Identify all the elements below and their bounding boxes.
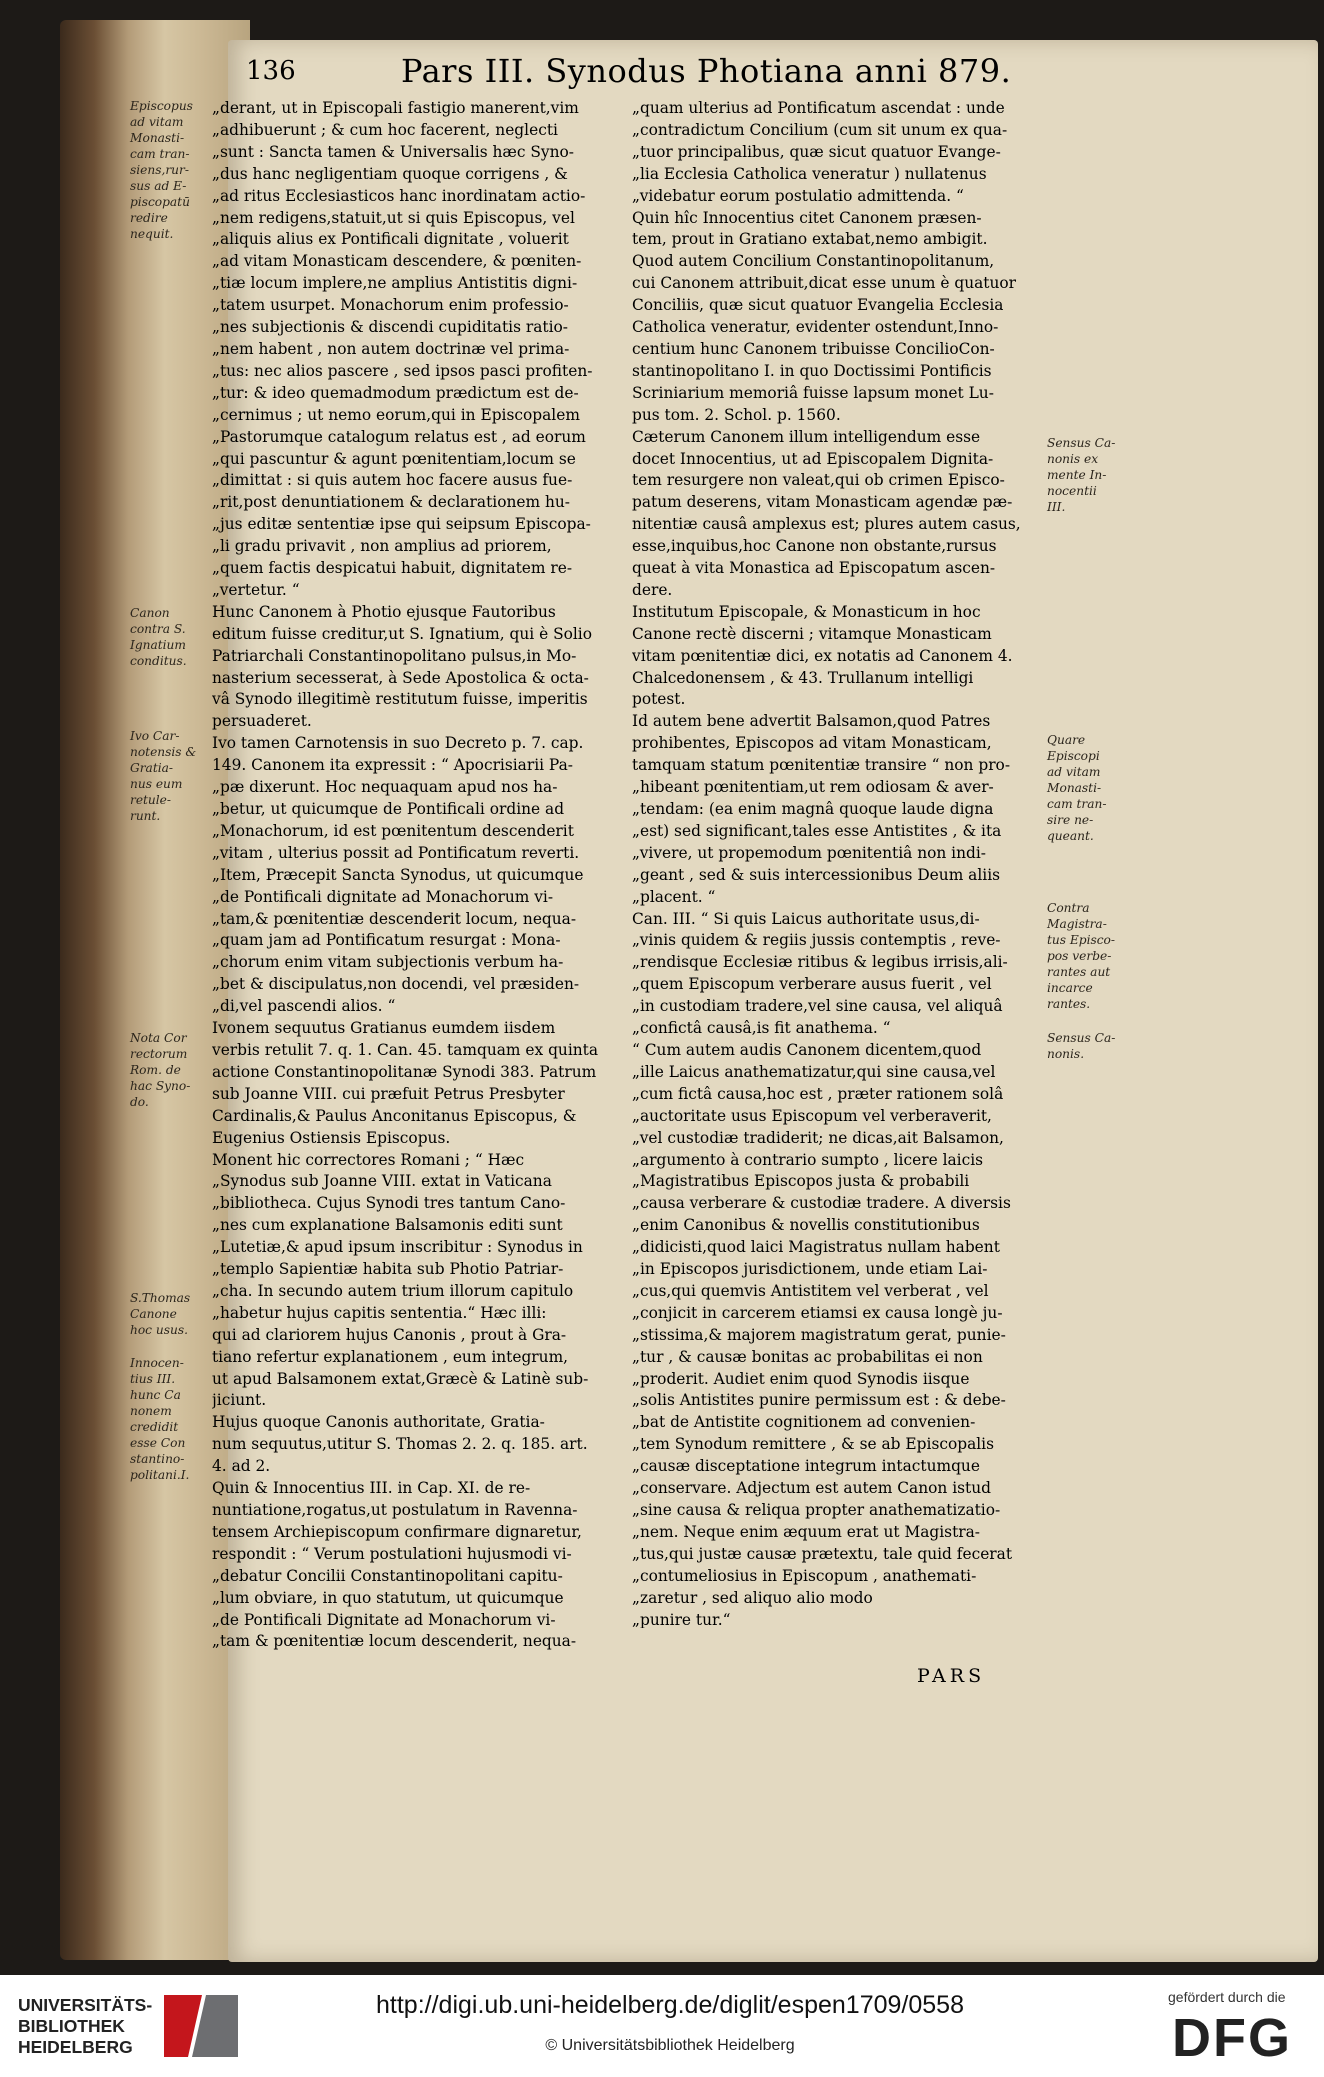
running-title: Pars III. Synodus Photiana anni 879. [401, 52, 1012, 90]
running-head [246, 52, 1036, 92]
copyright-notice: © Universitätsbibliothek Heidelberg [545, 2037, 795, 2054]
dfg-logo: DFG [1172, 2008, 1292, 2068]
library-name-line: UNIVERSITÄTS- [18, 1995, 153, 2015]
permalink-url[interactable]: http://digi.ub.uni-heidelberg.de/diglit/espen1709/0558 [376, 1991, 964, 2019]
margin-note-left: Innocen- tius III. hunc Ca nonem credidit esse Con stantino- politani.I. [130, 1356, 190, 1482]
margin-note-left: Ivo Car- notensis & Gratia- nus eum retule- runt. [130, 729, 197, 823]
margin-note-left: Nota Cor rectorum Rom. de hac Syno- do. [130, 1031, 191, 1109]
viewer-footer [0, 1975, 1324, 2077]
library-name-line: BIBLIOTHEK [18, 2016, 125, 2036]
library-name-line: HEIDELBERG [18, 2037, 133, 2057]
margin-note-right: Quare Episcopi ad vitam Monasti- cam tran- sire ne- queant. [1047, 733, 1107, 843]
left-text-column: „derant, ut in Episcopali fastigio manerent,vim „adhibuerunt ; & cum hoc facerent, neglecti „sunt : Sancta tamen & Universalis hæc Syno- „dus hanc negligentiam quoque corrigens , & „ad ritus Ecclesiasticos hanc inordinatam actio- „nem redigens,statuit,ut si quis Episcopus, vel „aliquis alius ex Pontificali dignitate , voluerit „ad vitam Monasticam descendere, & pœniten- „tiæ locum implere,ne amplius Antistitis digni- „tatem usurpet. Monachorum enim professio- „nes subjectionis & discendi cupiditatis ratio- „nem habent , non autem doctrinæ vel prima- „tus: nec alios pascere , sed ipsos pasci profiten- „tur: & ideo quemadmodum prædictum est de- „cernimus ; ut nemo eorum,qui in Episcopalem „Pastorumque catalogum relatus est , ad eorum „qui pascuntur & agunt pœnitentiam,locum se „dimittat : si quis autem hoc facere ausus fue- „rit,post denuntiationem & declarationem hu- „jus editæ sententiæ ipse qui seipsum Episcopa- „li gradu privavit , non amplius ad priorem, „quem factis despicatui habuit, dignitatem re- „vertetur. “ Hunc Canonem à Photio ejusque Fautoribus editum fuisse creditur,ut S. Ignatium, qui è Solio Patriarchali Constantinopolitano pulsus,in Mo- nasterium secesserat, à Sede Apostolica & octa- vâ Synodo illegitimè restitutum fuisse, imperitis persuaderet. Ivo tamen Carnotensis in suo Decreto p. 7. cap. 149. Canonem ita expressit : “ Apocrisiarii Pa- „pæ dixerunt. Hoc nequaquam apud nos ha- „betur, ut quicumque de Pontificali ordine ad „Monachorum, id est pœnitentum descenderit „vitam , ulterius possit ad Pontificatum reverti. „Item, Præcepit Sancta Synodus, ut quicumque „de Pontificali dignitate ad Monachorum vi- „tam,& pœnitentiæ descenderit locum, nequa- „quam jam ad Pontificatum resurgat : Mona- „chorum enim vitam subjectionis verbum ha- „bet & discipulatus,non docendi, vel præsiden- „di,vel pascendi alios. “ Ivonem sequutus Gratianus eumdem iisdem verbis retulit 7. q. 1. Can. 45. tamquam ex quinta actione Constantinopolitanæ Synodi 383. Patrum sub Joanne VIII. cui præfuit Petrus Presbyter Cardinalis,& Paulus Anconitanus Episcopus, & Eugenius Ostiensis Episcopus. Monent hic correctores Romani ; “ Hæc „Synodus sub Joanne VIII. extat in Vaticana „bibliotheca. Cujus Synodi tres tantum Cano- „nes cum explanatione Balsamonis editi sunt „Lutetiæ,& apud ipsum inscribitur : Synodus in „templo Sapientiæ habita sub Photio Patriar- „cha. In secundo autem trium illorum capitulo „habetur hujus capitis sententia.“ Hæc illi: qui ad clariorem hujus Canonis , prout à Gra- tiano refertur explanationem , eum integrum, ut apud Balsamonem extat,Græcè & Latinè sub- jiciunt. Hujus quoque Canonis authoritate, Gratia- num sequutus,utitur S. Thomas 2. 2. q. 185. art. 4. ad 2. Quin & Innocentius III. in Cap. XI. de re- nuntiatione,rogatus,ut postulatum in Ravenna- tensem Archiepiscopum confirmare dignaretur, respondit : “ Verum postulationi hujusmodi vi- „debatur Concilii Constantinopolitani capitu- „lum obviare, in quo statutum, ut quicumque „de Pontificali Dignitate ad Monachorum vi- „tam & pœnitentiæ locum descenderit, nequa- [212, 99, 599, 1651]
margin-note-right: Sensus Ca- nonis ex mente In- nocentii III. [1047, 436, 1116, 514]
catchword: PARS [917, 1665, 986, 1687]
page-number: 136 [246, 56, 296, 86]
margin-note-left: Canon contra S. Ignatium conditus. [130, 606, 187, 668]
margin-note-left: S.Thomas Canone hoc usus. [130, 1291, 191, 1337]
margin-note-right: Sensus Ca- nonis. [1047, 1031, 1116, 1061]
library-logo-icon [158, 1993, 244, 2059]
right-text-column: „quam ulterius ad Pontificatum ascendat : unde „contradictum Concilium (cum sit unum ex qua- „tuor principalibus, quæ sicut quatuor Evange- „lia Ecclesia Catholica veneratur ) nullatenus „videbatur eorum postulatio admittenda. “ Quin hîc Innocentius citet Canonem præsen- tem, prout in Gratiano extabat,nemo ambigit. Quod autem Concilium Constantinopolitanum, cui Canonem attribuit,dicat esse unum è quatuor Conciliis, quæ sicut quatuor Evangelia Ecclesia Catholica veneratur, evidenter ostendunt,Inno- centium hunc Canonem tribuisse ConcilioCon- stantinopolitano I. in quo Doctissimi Pontificis Scriniarium memoriâ fuisse lapsum monet Lu- pus tom. 2. Schol. p. 1560. Cæterum Canonem illum intelligendum esse docet Innocentius, ut ad Episcopalem Dignita- tem resurgere non valeat,qui ob crimen Episco- patum deserens, vitam Monasticam agendæ pæ- nitentiæ causâ amplexus est; plures autem casus, esse,inquibus,hoc Canone non obstante,rursus queat à vita Monastica ad Episcopatum ascen- dere. Institutum Episcopale, & Monasticum in hoc Canone rectè discerni ; vitamque Monasticam vitam pœnitentiæ dici, ex notatis ad Canonem 4. Chalcedonensem , & 43. Trullanum intelligi potest. Id autem bene advertit Balsamon,quod Patres prohibentes, Episcopos ad vitam Monasticam, tamquam statum pœnitentiæ transire “ non pro- „hibeant pœnitentiam,ut rem odiosam & aver- „tendam: (ea enim magnâ quoque laude digna „est) sed significant,tales esse Antistites , & ita „vivere, ut propemodum pœnitentiâ non indi- „geant , sed & suis intercessionibus Deum aliis „placent. “ Can. III. “ Si quis Laicus authoritate usus,di- „vinis quidem & regiis jussis contemptis , reve- „rendisque Ecclesiæ ritibus & legibus irrisis,ali- „quem Episcopum verberare ausus fuerit , vel „in custodiam tradere,vel sine causa, vel aliquâ „confictâ causâ,is fit anathema. “ “ Cum autem audis Canonem dicentem,quod „ille Laicus anathematizatur,qui sine causa,vel „cum fictâ causa,hoc est , præter rationem solâ „auctoritate usus Episcopum vel verberaverit, „vel custodiæ tradiderit; ne dicas,ait Balsamon, „argumento à contrario sumpto , licere laicis „Magistratibus Episcopos justa & probabili „causa verberare & custodiæ tradere. A diversis „enim Canonibus & novellis constitutionibus „didicisti,quod laici Magistratus nullam habent „in Episcopos jurisdictionem, unde etiam Lai- „cus,qui quemvis Antistitem vel verberat , vel „conjicit in carcerem etiamsi ex causa longè ju- „stissima,& majorem magistratum gerat, punie- „tur , & causæ bonitas ac probabilitas ei non „proderit. Audiet enim quod Synodis iisque „solis Antistites punire permissum est : & debe- „bat de Antistite cognitionem ad convenien- „tem Synodum remittere , & se ab Episcopalis „causæ disceptatione integrum intactumque „conservare. Adjectum est autem Canon istud „sine causa & reliqua propter anathematizatio- „nem. Neque enim æquum erat ut Magistra- „tus,qui justæ causæ prætextu, tale quid fecerat „contumeliosius in Episcopum , anathemati- „zaretur , sed aliquo alio modo „punire tur.“ [632, 99, 1021, 1628]
margin-note-right: Contra Magistra- tus Episco- pos verbe- rantes aut incarce rantes. [1047, 901, 1116, 1011]
margin-note-left: Episcopus ad vitam Monasti- cam tran- siens,rur- sus ad E- piscopatū redire nequit. [130, 99, 193, 241]
funding-note: gefördert durch die [1168, 1989, 1286, 2005]
library-name [18, 1995, 152, 2058]
